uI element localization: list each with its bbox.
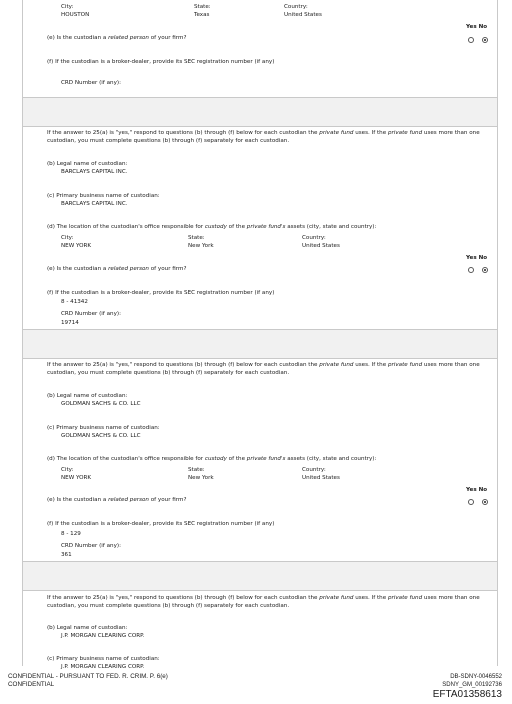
crd-label: CRD Number (if any): — [61, 80, 121, 86]
question-e: (e) Is the custodian a related person of your firm? — [47, 266, 187, 272]
section-intro: If the answer to 25(a) is "yes," respond to questions (b) through (f) below for each custodian the private fund uses. If the private fund uses more than one custodian, you must complete questions (b) through (f) separately for each custodian. — [47, 130, 480, 144]
confidential-stamp: CONFIDENTIAL - PURSUANT TO FED. R. CRIM. P. 6(e) — [8, 673, 168, 680]
country-value: United States — [302, 243, 340, 249]
related-yes-radio[interactable] — [468, 37, 474, 43]
related-yes-radio[interactable] — [468, 499, 474, 505]
related-no-radio[interactable] — [482, 267, 488, 273]
confidential-label: CONFIDENTIAL — [8, 681, 55, 688]
question-c: (c) Primary business name of custodian: — [47, 193, 160, 199]
bates-number-db: DB-SDNY-0046552 — [450, 674, 502, 680]
form-frame — [22, 0, 498, 670]
city-value: HOUSTON — [61, 12, 90, 18]
section-divider — [23, 561, 497, 591]
city-label: City: — [61, 4, 74, 10]
section-intro: If the answer to 25(a) is "yes," respond to questions (b) through (f) below for each custodian the private fund uses. If the private fund uses more than one custodian, you must complete questions (b) through (f) separately for each custodian. — [47, 595, 480, 609]
yes-no-header: Yes No — [466, 487, 488, 493]
sec-number-value: 8 - 41342 — [61, 299, 88, 305]
state-label: State: — [188, 235, 205, 241]
bates-number-efta: EFTA01358613 — [432, 689, 502, 700]
city-value: NEW YORK — [61, 475, 92, 481]
business-name-value: BARCLAYS CAPITAL INC. — [61, 201, 128, 207]
country-label: Country: — [302, 235, 326, 241]
state-value: New York — [188, 243, 214, 249]
business-name-value: GOLDMAN SACHS & CO. LLC — [61, 433, 141, 439]
crd-value: 19714 — [61, 320, 79, 326]
related-no-radio[interactable] — [482, 499, 488, 505]
crd-value: 361 — [61, 552, 72, 558]
city-label: City: — [61, 467, 74, 473]
question-b: (b) Legal name of custodian: — [47, 625, 128, 631]
question-c: (c) Primary business name of custodian: — [47, 425, 160, 431]
question-f: (f) If the custodian is a broker-dealer, provide its SEC registration number (if any) — [47, 521, 275, 527]
related-yes-radio[interactable] — [468, 267, 474, 273]
section-intro: If the answer to 25(a) is "yes," respond to questions (b) through (f) below for each custodian the private fund uses. If the private fund uses more than one custodian, you must complete questions (b) through (f) separately for each custodian. — [47, 362, 480, 376]
section-divider — [23, 329, 497, 359]
question-d: (d) The location of the custodian's office responsible for custody of the private fund's assets (city, state and country): — [47, 456, 377, 462]
city-label: City: — [61, 235, 74, 241]
state-label: State: — [194, 4, 211, 10]
state-value: Texas — [194, 12, 210, 18]
crd-label: CRD Number (if any): — [61, 543, 121, 549]
state-value: New York — [188, 475, 214, 481]
question-c: (c) Primary business name of custodian: — [47, 656, 160, 662]
country-value: United States — [284, 12, 322, 18]
yes-no-header: Yes No — [466, 24, 488, 30]
question-e: (e) Is the custodian a related person of your firm? — [47, 497, 187, 503]
yes-no-header: Yes No — [466, 255, 488, 261]
question-e: (e) Is the custodian a related person of your firm? — [47, 35, 187, 41]
question-f: (f) If the custodian is a broker-dealer, provide its SEC registration number (if any) — [47, 290, 275, 296]
question-f: (f) If the custodian is a broker-dealer, provide its SEC registration number (if any) — [47, 59, 275, 65]
country-label: Country: — [302, 467, 326, 473]
state-label: State: — [188, 467, 205, 473]
country-label: Country: — [284, 4, 308, 10]
bates-number-sdny: SDNY_GM_00192736 — [442, 682, 502, 688]
question-b: (b) Legal name of custodian: — [47, 393, 128, 399]
legal-name-value: GOLDMAN SACHS & CO. LLC — [61, 401, 141, 407]
business-name-value: J.P. MORGAN CLEARING CORP. — [61, 664, 145, 670]
question-d: (d) The location of the custodian's office responsible for custody of the private fund's assets (city, state and country): — [47, 224, 377, 230]
section-divider — [23, 97, 497, 127]
country-value: United States — [302, 475, 340, 481]
crd-label: CRD Number (if any): — [61, 311, 121, 317]
related-no-radio[interactable] — [482, 37, 488, 43]
legal-name-value: J.P. MORGAN CLEARING CORP. — [61, 633, 145, 639]
city-value: NEW YORK — [61, 243, 92, 249]
question-b: (b) Legal name of custodian: — [47, 161, 128, 167]
sec-number-value: 8 - 129 — [61, 531, 81, 537]
legal-name-value: BARCLAYS CAPITAL INC. — [61, 169, 128, 175]
